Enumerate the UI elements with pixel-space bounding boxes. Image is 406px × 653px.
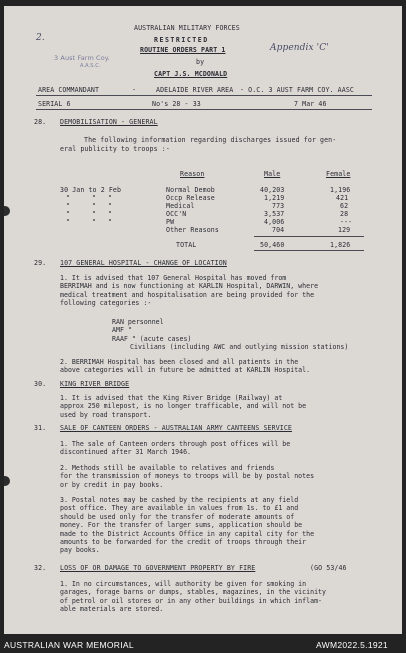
section-heading: KING RIVER BRIDGE [60,380,130,388]
total-label: TOTAL [176,241,197,249]
reason-cell: PW [166,218,175,226]
paragraph [60,358,390,375]
handwritten-number: 2. [36,33,45,43]
paragraph-line: discontinued after 31 March 1946. [60,448,192,457]
paragraph-line: made to the District Accounts Office in any capital city for the [60,529,315,538]
list-item: Civilians (including AWC and outlying mission stations) [130,343,349,352]
section-number: 30. [34,380,47,388]
reason-cell: Occp Release [166,194,215,202]
unit-stamp: 3 Aust Farm Coy. [54,54,110,62]
ditto-mark: " [108,194,113,202]
appendix-annotation: Appendix 'C' [270,43,329,53]
total-male: 50,460 [260,241,285,249]
ditto-mark: " [92,218,97,226]
footer-reference: AWM2022.5.1921 [316,640,388,650]
paragraph-line: 2. BERRIMAH Hospital has been closed and all patients in the [60,358,299,366]
by-label: by [196,58,205,66]
paragraph-line: 2. Methods still be available to relatives and friends [60,464,275,472]
paragraph-line: 3. Postal notes may be cashed by the recipients at any field [60,496,299,504]
total-female: 1,826 [330,241,351,249]
total-rule [254,250,364,251]
ditto-mark: " [108,202,113,210]
paragraph-line: money. For the transfer of larger sums, application should be [60,521,303,530]
male-cell: 4,006 [264,218,285,226]
paragraph-line: amounts to be forwarded for the credit of troops through their [60,538,307,547]
officer-name: CAPT J.S. MCDONALD [154,70,228,78]
paragraph-line: eral publicity to troops :- [60,145,170,153]
orders-title: ROUTINE ORDERS PART 1 [140,46,226,54]
male-cell: 773 [272,202,285,210]
paragraph-line: used by road transport. [60,410,152,419]
female-cell: 62 [340,202,349,210]
paragraph-line: following categories :- [60,299,152,308]
paragraph-line: able materials are stored. [60,605,164,614]
paragraph [60,440,390,457]
paragraph-line: BERRIMAH and is now functioning at KARLIN Hospital, DARWIN, where [60,282,319,291]
section-number: 29. [34,259,47,267]
column-header-female: Female [326,170,351,178]
reason-cell: Normal Demob [166,186,215,194]
area-dash: - [132,86,137,94]
column-header-male: Male [264,170,281,178]
document-page [4,6,402,634]
female-cell: 421 [336,194,349,202]
list-item: RAAF " (acute cases) [112,334,192,343]
area-commandant: AREA COMMANDANT [38,86,100,94]
serial-number: SERIAL 6 [38,100,71,108]
list-item: AMF " [112,326,132,335]
ditto-mark: " [92,202,97,210]
ditto-mark: " [108,210,113,218]
order-numbers: No's 28 - 33 [152,100,201,108]
category-list [112,318,402,352]
ditto-mark: " [92,210,97,218]
org-title: AUSTRALIAN MILITARY FORCES [134,24,240,32]
column-header-reason: Reason [180,170,205,178]
header-rule [36,95,372,96]
male-cell: 40,203 [260,186,285,194]
section-reference: (GO 53/46 [310,564,347,572]
paragraph-line: should be used only for the transfer of moderate amounts of [60,512,295,521]
female-cell: 28 [340,210,349,218]
female-cell: --- [340,218,353,226]
ditto-mark: " [92,194,97,202]
section-number: 28. [34,118,47,126]
paragraph-line: above categories will in future be admitted at KARLIN Hospital. [60,366,311,375]
paragraph-line: of petrol or oil stores or in any other buildings in which inflam- [60,596,323,605]
paragraph-line: The following information regarding discharges issued for gen- [84,136,337,144]
ditto-mark: " [66,210,71,218]
paragraph-line: approx 250 milepost, is no longer trafficable, and will not be [60,402,307,411]
paragraph [60,274,390,308]
male-cell: 1,219 [264,194,285,202]
header-rule [36,109,372,110]
section-heading: 107 GENERAL HOSPITAL - CHANGE OF LOCATION [60,259,227,267]
section-number: 32. [34,564,47,572]
unit-designation: - O.C. 3 AUST FARM COY. AASC [240,86,354,94]
paragraph-line: post office. They are available in values from 1s. to £1 and [60,504,299,513]
punch-hole [4,476,10,486]
reason-cell: OCC'N [166,210,187,218]
paragraph [60,464,390,489]
section-heading: DEMOBILISATION - GENERAL [60,118,158,126]
classification: RESTRICTED [154,36,209,44]
unit-stamp-sub: A.A.S.C. [80,63,101,69]
ditto-mark: " [66,218,71,226]
paragraph-line: 1. The sale of Canteen orders through post offices will be [60,440,291,448]
paragraph-line: 1. It is advised that 107 General Hospital has moved from [60,274,287,282]
section-heading: LOSS OF OR DAMAGE TO GOVERNMENT PROPERTY BY FIRE [60,564,256,572]
reason-cell: Medical [166,202,195,210]
paragraph-line: garages, forage barns or dumps, stables, magazines, in the vicinity [60,588,326,597]
total-rule [254,236,364,237]
paragraph-line: for the transmission of moneys to troops will be by postal notes [60,472,315,481]
female-cell: 129 [338,226,351,234]
order-date: 7 Mar 46 [294,100,327,108]
paragraph [60,394,390,419]
ditto-mark: " [108,218,113,226]
ditto-mark: " [66,194,71,202]
paragraph-line: or by credit in pay books. [60,480,164,489]
paragraph [60,580,390,614]
paragraph-line: pay books. [60,546,100,555]
ditto-mark: " [66,202,71,210]
footer-credit: AUSTRALIAN WAR MEMORIAL [4,640,134,650]
female-cell: 1,196 [330,186,351,194]
section-heading: SALE OF CANTEEN ORDERS - AUSTRALIAN ARMY CANTEENS SERVICE [60,424,292,432]
reason-cell: Other Reasons [166,226,219,234]
paragraph-line: 1. In no circumstances, will authority be given for smoking in [60,580,307,588]
punch-hole [4,206,10,216]
section-number: 31. [34,424,47,432]
period-label: 30 Jan to 2 Feb [60,186,122,194]
paragraph [60,496,390,555]
paragraph-line: 1. It is advised that the King River Bridge (Railway) at [60,394,283,402]
area-name: ADELAIDE RIVER AREA [156,86,234,94]
male-cell: 3,537 [264,210,285,218]
male-cell: 704 [272,226,285,234]
list-item: RAN personnel [112,318,164,326]
paragraph-line: medical treatment and hospitalisation are being provided for the [60,290,315,299]
